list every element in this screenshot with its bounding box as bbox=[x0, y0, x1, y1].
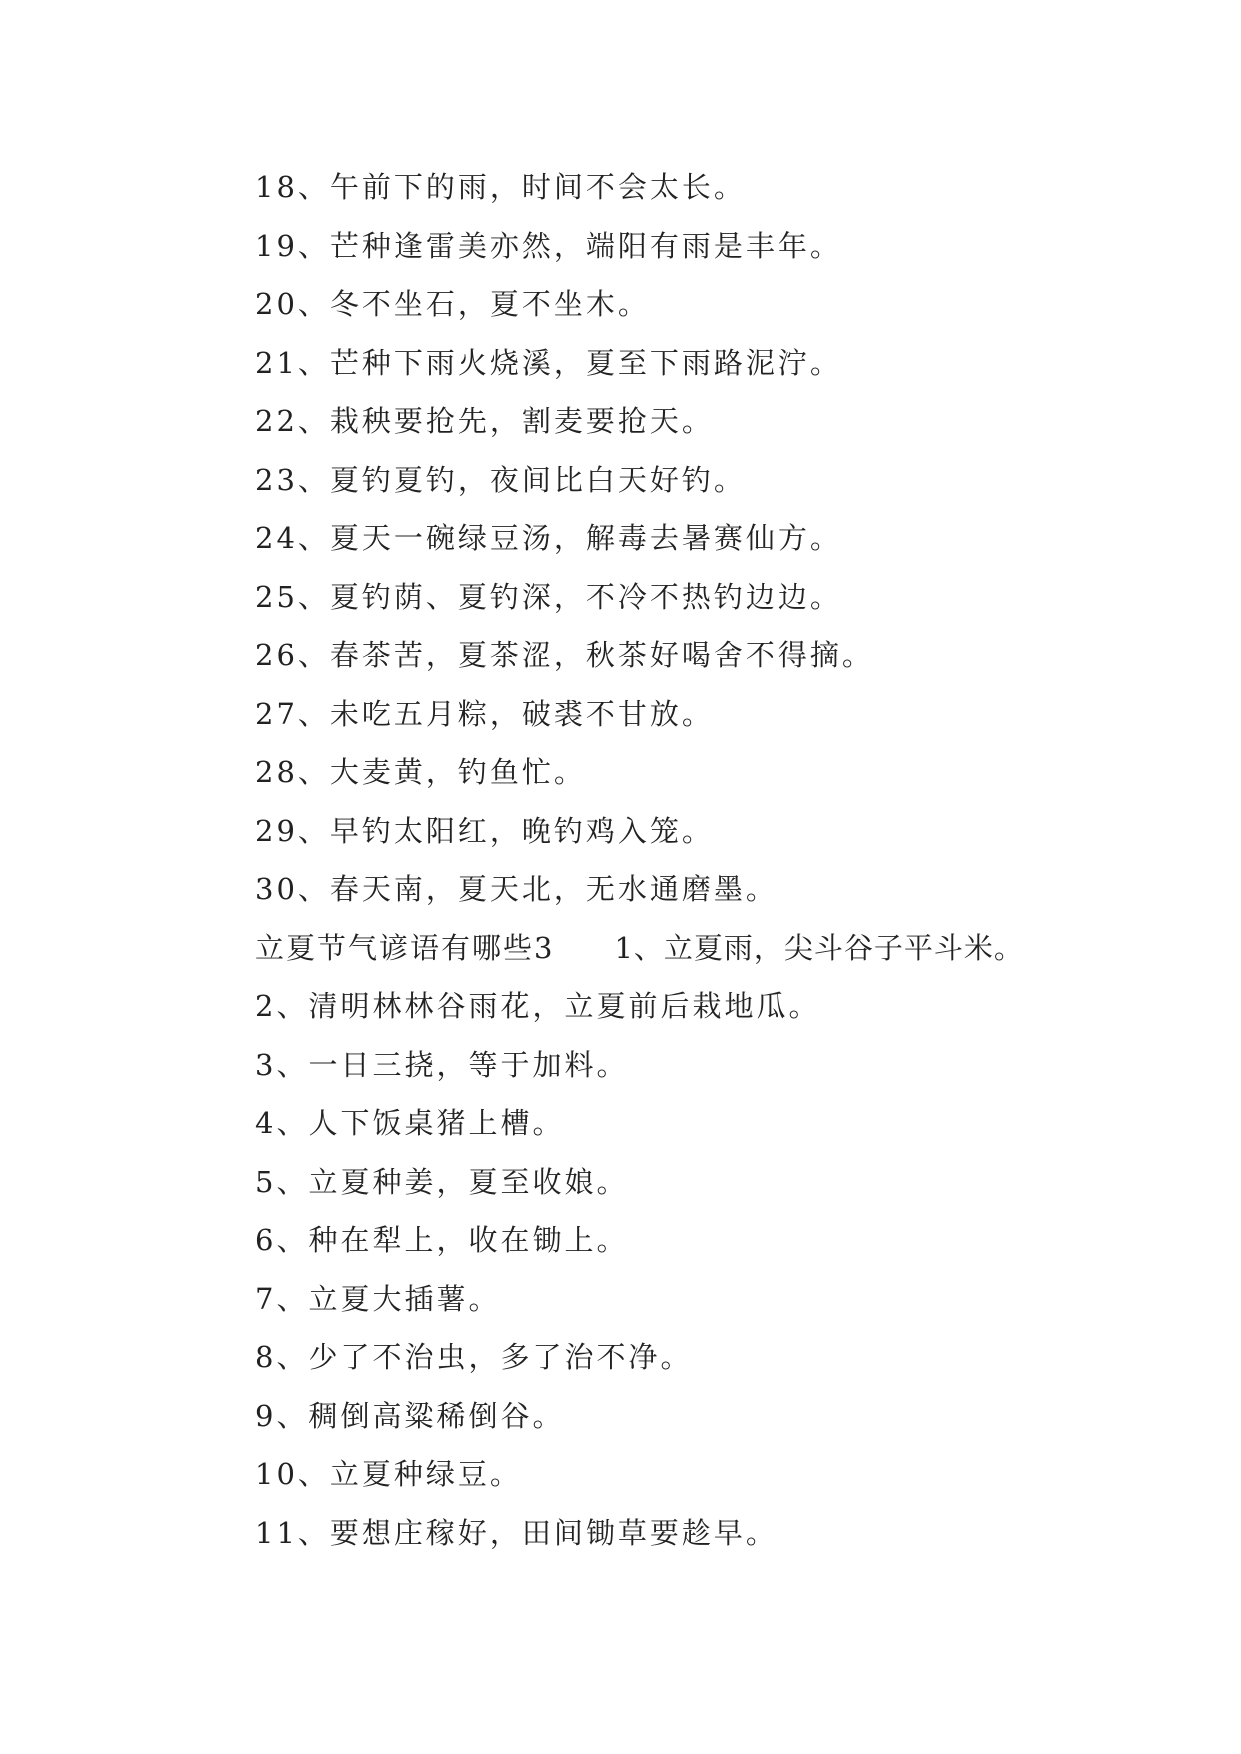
proverb-line: 10、立夏种绿豆。 bbox=[255, 1457, 522, 1491]
proverb-line: 22、栽秧要抢先，割麦要抢天。 bbox=[255, 404, 714, 438]
proverb-line: 19、芒种逢雷美亦然，端阳有雨是丰年。 bbox=[255, 228, 842, 263]
proverb-line: 18、午前下的雨，时间不会太长。 bbox=[255, 170, 746, 204]
proverb-line: 27、未吃五月粽，破裘不甘放。 bbox=[255, 696, 714, 731]
proverb-line: 5、立夏种姜，夏至收娘。 bbox=[255, 1164, 629, 1199]
proverb-line: 6、种在犁上，收在锄上。 bbox=[255, 1223, 629, 1257]
proverb-line: 21、芒种下雨火烧溪，夏至下雨路泥泞。 bbox=[255, 345, 842, 380]
proverb-line: 3、一日三挠，等于加料。 bbox=[255, 1047, 629, 1082]
section-heading-line bbox=[255, 919, 1155, 978]
proverb-line: 29、早钓太阳红，晚钓鸡入笼。 bbox=[255, 813, 714, 848]
proverb-line: 4、人下饭桌猪上槽。 bbox=[255, 1106, 565, 1140]
proverb-line: 9、稠倒高粱稀倒谷。 bbox=[255, 1398, 565, 1433]
proverb-line: 11、要想庄稼好，田间锄草要趁早。 bbox=[255, 1515, 778, 1550]
proverb-line: 30、春天南，夏天北，无水通磨墨。 bbox=[255, 872, 778, 906]
proverb-line: 26、春茶苦，夏茶涩，秋茶好喝舍不得摘。 bbox=[255, 638, 874, 672]
section-heading: 立夏节气谚语有哪些3 bbox=[255, 930, 555, 965]
proverb-line-first: 1、立夏雨，尖斗谷子平斗米。 bbox=[614, 930, 1024, 965]
proverb-line: 7、立夏大插薯。 bbox=[255, 1281, 501, 1316]
proverb-line: 2、清明林林谷雨花，立夏前后栽地瓜。 bbox=[255, 989, 821, 1023]
proverb-line: 25、夏钓荫、夏钓深，不冷不热钓边边。 bbox=[255, 579, 842, 614]
proverb-line: 28、大麦黄，钓鱼忙。 bbox=[255, 755, 586, 789]
proverb-list bbox=[255, 158, 1155, 1562]
proverb-line: 23、夏钓夏钓，夜间比白天好钓。 bbox=[255, 462, 746, 497]
proverb-line: 24、夏天一碗绿豆汤，解毒去暑赛仙方。 bbox=[255, 521, 842, 555]
proverb-line: 20、冬不坐石，夏不坐木。 bbox=[255, 287, 650, 321]
proverb-line: 8、少了不治虫，多了治不净。 bbox=[255, 1340, 693, 1374]
